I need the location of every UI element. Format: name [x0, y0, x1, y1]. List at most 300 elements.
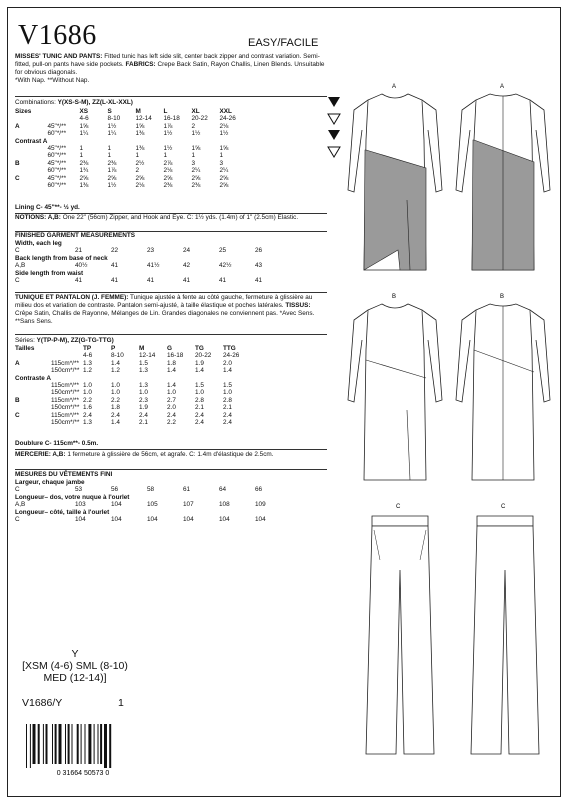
- view-cell: Contrast A: [15, 137, 48, 145]
- view-label: C: [501, 504, 506, 510]
- table-row: [15, 145, 247, 152]
- value-cell: 1¼: [107, 130, 117, 138]
- barcode-bar: [88, 724, 91, 764]
- view-a-back-sketch: [448, 80, 558, 280]
- value-cell: 1⅜: [135, 130, 145, 138]
- row-label: A,B: [15, 501, 26, 509]
- width-cell: 115cm*/**: [50, 359, 79, 367]
- value-cell: 24: [183, 247, 191, 255]
- table-row: [15, 375, 251, 382]
- barcode-bar: [85, 724, 86, 764]
- view-c-back-sketch: [455, 500, 555, 760]
- value-cell: 104: [147, 516, 158, 524]
- divider: [15, 449, 327, 450]
- table-row: [15, 479, 291, 486]
- description-fr-title: TUNIQUE ET PANTALON (J. FEMME):: [15, 294, 129, 301]
- value-cell: 1.3: [138, 367, 148, 375]
- value-cell: 1.3: [138, 382, 148, 390]
- header-cell: XS: [79, 108, 88, 115]
- value-cell: 2.8: [194, 396, 204, 404]
- barcode-bar: [59, 724, 62, 764]
- row-label: Back length from base of neck: [15, 254, 108, 262]
- value-cell: 1.9: [138, 404, 148, 412]
- value-cell: 1: [219, 152, 223, 160]
- header-cell: XL: [191, 108, 200, 115]
- value-cell: 2.1: [138, 419, 148, 427]
- value-cell: 104: [111, 501, 122, 509]
- table-row: [15, 262, 291, 269]
- value-cell: 58: [147, 486, 155, 494]
- value-cell: 41½: [147, 262, 160, 270]
- view-cell: C: [15, 411, 20, 419]
- table-row: [15, 404, 251, 411]
- value-cell: 2.4: [138, 411, 148, 419]
- view-label: B: [392, 294, 397, 300]
- value-cell: 43: [255, 262, 263, 270]
- mercerie-text: 1 fermeture à glissière de 56cm, et agrafe. C: 1.4m d'élastique de 2.5cm.: [67, 451, 274, 458]
- barcode-bar: [33, 724, 36, 764]
- table-row: [15, 412, 251, 419]
- value-cell: 2.2: [166, 419, 176, 427]
- value-cell: [195, 375, 223, 382]
- lining-fr: Doublure C- 115cm**- 0.5m.: [15, 440, 99, 447]
- value-cell: 41: [75, 277, 83, 285]
- value-cell: 1¾: [79, 167, 89, 175]
- row-label: C: [15, 277, 20, 285]
- value-cell: 2⅝: [219, 174, 229, 182]
- value-cell: 1⅝: [191, 145, 201, 153]
- value-cell: 2.4: [194, 419, 204, 427]
- value-cell: 1.0: [222, 389, 232, 397]
- value-cell: 104: [75, 516, 86, 524]
- size-letter: Y: [71, 648, 79, 660]
- series-line: [15, 337, 114, 344]
- header-cell: L: [163, 108, 168, 115]
- view-cell: [15, 389, 51, 396]
- value-cell: [191, 138, 219, 145]
- view-label: A: [392, 84, 397, 90]
- value-cell: 61: [183, 486, 191, 494]
- barcode-bar: [72, 724, 73, 764]
- value-cell: 1.0: [82, 389, 92, 397]
- value-cell: 2.4: [222, 419, 232, 427]
- row-label: C: [15, 247, 20, 255]
- table-row: [15, 240, 291, 247]
- value-cell: 64: [219, 486, 227, 494]
- fabrics-label: FABRICS:: [125, 61, 156, 68]
- view-cell: [15, 182, 47, 189]
- barcode-bar: [46, 724, 48, 764]
- triangle-down-icon: [327, 145, 341, 159]
- row-label: Largeur, chaque jambe: [15, 479, 85, 486]
- view-cell: A: [15, 122, 20, 130]
- notions-en: [15, 214, 327, 222]
- combinations-line: [15, 99, 133, 106]
- value-cell: 41: [111, 262, 119, 270]
- value-cell: 2.8: [222, 396, 232, 404]
- value-cell: [219, 138, 247, 145]
- value-cell: 22: [111, 247, 119, 255]
- header-cell: 12-14: [138, 352, 156, 360]
- value-cell: [163, 138, 191, 145]
- value-cell: 1⅝: [135, 122, 145, 130]
- value-cell: 3: [191, 159, 195, 167]
- value-cell: 104: [219, 516, 230, 524]
- description-fr-text: Tunique ajustée à fente au côté gauche, fermeture à glissière au milieu dos et variation de contraste. Pantalon semi-ajusté, à taille élastique et poches latérales.: [15, 294, 313, 309]
- value-cell: 1½: [163, 145, 173, 153]
- view-cell: [15, 404, 51, 411]
- header-cell: M: [135, 108, 141, 115]
- barcode-bar: [77, 724, 79, 764]
- value-cell: 2⅝: [219, 182, 229, 190]
- table-row: [15, 501, 291, 508]
- table-header-row: [15, 345, 251, 352]
- value-cell: [79, 138, 107, 145]
- value-cell: [83, 375, 111, 382]
- table-header-row: [15, 108, 247, 115]
- width-cell: 150cm*/**: [50, 404, 80, 412]
- difficulty-label: EASY/FACILE: [248, 37, 319, 49]
- value-cell: 3: [219, 159, 223, 167]
- divider: [15, 469, 327, 470]
- table-row: [15, 270, 291, 277]
- tissus-label: TISSUS:: [285, 302, 311, 309]
- value-cell: 2.2: [82, 396, 92, 404]
- value-cell: 1.8: [110, 404, 120, 412]
- header-cell: Tailles: [15, 345, 35, 352]
- nap-note: *With Nap. **Without Nap.: [15, 77, 90, 84]
- combinations-value: Y(XS-S-M), ZZ(L-XL-XXL): [57, 99, 133, 106]
- value-cell: 41: [219, 277, 227, 285]
- value-cell: 2⅞: [163, 159, 173, 167]
- table-row: [15, 367, 251, 374]
- barcode-bar: [109, 724, 111, 768]
- value-cell: 40½: [75, 262, 88, 270]
- value-cell: 1: [107, 152, 111, 160]
- value-cell: 2⅝: [107, 174, 117, 182]
- value-cell: 2⅛: [163, 167, 173, 175]
- value-cell: 1⅜: [79, 182, 89, 190]
- value-cell: 1.5: [222, 382, 232, 390]
- barcode-bar: [65, 724, 66, 764]
- value-cell: 41: [147, 277, 155, 285]
- table-row: [15, 382, 251, 389]
- table-row: [15, 182, 247, 189]
- header-cell: 12-14: [135, 115, 152, 123]
- series-value: Y(TP-P-M), ZZ(G-TG-TTG): [36, 337, 114, 344]
- value-cell: 2.4: [110, 411, 120, 419]
- size-range-line2: MED (12-14)]: [43, 672, 107, 684]
- value-cell: 42: [183, 262, 191, 270]
- finished-table-en: [15, 240, 291, 284]
- view-label: A: [500, 84, 505, 90]
- value-cell: 1.2: [82, 367, 92, 375]
- value-cell: 1½: [107, 122, 117, 130]
- triangle-down-icon: [327, 128, 341, 142]
- barcode-bar: [43, 724, 44, 764]
- value-cell: 1: [163, 152, 167, 160]
- value-cell: 42½: [219, 262, 232, 270]
- view-c-front-sketch: [350, 500, 450, 760]
- value-cell: 56: [111, 486, 119, 494]
- view-a-front-sketch: [340, 80, 450, 280]
- table-row: [15, 397, 251, 404]
- value-cell: 1⅝: [79, 122, 89, 130]
- finished-title-en: FINISHED GARMENT MEASUREMENTS: [15, 232, 136, 239]
- table-row: [15, 389, 251, 396]
- value-cell: 1.4: [110, 359, 120, 367]
- width-cell: 150cm*/**: [50, 419, 80, 427]
- view-label: B: [500, 294, 505, 300]
- notions-label: NOTIONS: A,B:: [15, 214, 61, 221]
- value-cell: [107, 138, 135, 145]
- value-cell: [139, 375, 167, 382]
- combinations-label: Combinations:: [15, 99, 56, 106]
- lining-en: Lining C- 45"**- ½ yd.: [15, 204, 80, 211]
- value-cell: 1⅞: [107, 167, 117, 175]
- value-cell: 2.0: [166, 404, 176, 412]
- view-label: C: [396, 504, 401, 510]
- triangle-down-icon: [327, 112, 341, 126]
- table-row: [15, 123, 247, 130]
- value-cell: 1½: [191, 130, 201, 138]
- value-cell: 1: [107, 145, 111, 153]
- value-cell: 107: [183, 501, 194, 509]
- header-cell: 24-26: [222, 352, 240, 360]
- header-cell: TG: [194, 345, 204, 352]
- barcode-bar: [30, 724, 31, 768]
- header-cell: TP: [82, 345, 92, 352]
- header-cell: TTG: [222, 345, 236, 352]
- table-row: [15, 509, 291, 516]
- barcode-digits: 0 31664 50573 0: [56, 770, 110, 777]
- row-label: Longueur– dos, votre nuque à l'ourlet: [15, 493, 130, 501]
- value-cell: 21: [75, 247, 83, 255]
- table-row: [15, 175, 247, 182]
- value-cell: 1.4: [166, 367, 176, 375]
- finished-table-fr: [15, 479, 291, 523]
- value-cell: 2⅜: [163, 182, 173, 190]
- barcode-bar: [26, 724, 27, 768]
- mercerie-fr: [15, 451, 327, 459]
- value-cell: 41: [183, 277, 191, 285]
- copy-number: 1: [118, 697, 124, 709]
- width-cell: 60"*/**: [47, 167, 67, 175]
- header-cell: [15, 115, 79, 122]
- row-label: C: [15, 486, 20, 494]
- table-header-row: [15, 115, 247, 122]
- value-cell: 1.4: [222, 367, 232, 375]
- table-header-row: [15, 352, 251, 359]
- header-cell: 8-10: [110, 352, 124, 360]
- table-row: [15, 486, 291, 493]
- value-cell: 1.0: [138, 389, 148, 397]
- width-cell: 150cm*/**: [50, 367, 80, 375]
- header-cell: XXL: [219, 108, 232, 115]
- value-cell: 1½: [219, 130, 229, 138]
- value-cell: 1.9: [194, 359, 204, 367]
- row-label: Longueur– côté, taille à l'ourlet: [15, 508, 110, 516]
- value-cell: 25: [219, 247, 227, 255]
- barcode: [18, 722, 148, 777]
- size-range-line1: [XSM (4-6) SML (8-10): [22, 660, 128, 672]
- row-label: Side length from waist: [15, 269, 84, 277]
- view-cell: B: [15, 396, 20, 404]
- header-cell: S: [107, 108, 112, 115]
- value-cell: 66: [255, 486, 263, 494]
- value-cell: 1.0: [110, 389, 120, 397]
- table-row: [15, 152, 247, 159]
- barcode-bar: [52, 724, 53, 764]
- value-cell: 2.4: [222, 411, 232, 419]
- width-cell: 60"*/**: [47, 130, 67, 138]
- value-cell: 1.5: [194, 382, 204, 390]
- value-cell: 2.3: [138, 396, 148, 404]
- width-cell: [47, 138, 79, 145]
- header-cell: 20-22: [191, 115, 208, 123]
- header-cell: 16-18: [163, 115, 180, 123]
- value-cell: 1: [191, 152, 195, 160]
- value-cell: 1.3: [82, 359, 92, 367]
- value-cell: [223, 375, 251, 382]
- value-cell: 2.2: [110, 396, 120, 404]
- description-en: [15, 53, 327, 85]
- header-cell: P: [110, 345, 116, 352]
- value-cell: 41: [111, 277, 119, 285]
- view-cell: [15, 145, 47, 152]
- value-cell: 105: [147, 501, 158, 509]
- value-cell: 2⅝: [163, 174, 173, 182]
- width-cell: 115cm*/**: [50, 411, 79, 419]
- view-cell: [15, 130, 47, 137]
- value-cell: 1½: [107, 182, 117, 190]
- header-cell: M: [138, 345, 145, 352]
- barcode-bar: [98, 724, 99, 764]
- value-cell: 1.5: [138, 359, 148, 367]
- value-cell: 1.0: [194, 389, 204, 397]
- value-cell: 2⅝: [135, 174, 145, 182]
- value-cell: 2⅜: [107, 159, 117, 167]
- table-row: [15, 130, 247, 137]
- value-cell: 2.1: [194, 404, 204, 412]
- value-cell: 2⅜: [79, 159, 89, 167]
- description-fr: [15, 294, 327, 326]
- description-text: Fitted tunic has left side slit, center back zipper and contrast variation. Semi-fitted, pull-on pants have side pockets.: [15, 53, 320, 68]
- yardage-table-en: [15, 108, 247, 189]
- value-cell: 23: [147, 247, 155, 255]
- pattern-number: V1686: [18, 20, 97, 51]
- value-cell: 26: [255, 247, 263, 255]
- notions-text: One 22" (56cm) Zipper, and Hook and Eye. C: 1½ yds. (1.4m) of 1" (2.5cm) Elastic.: [62, 214, 299, 221]
- barcode-bar: [94, 724, 95, 764]
- view-cell: [15, 382, 51, 389]
- value-cell: 1⅜: [135, 145, 145, 153]
- header-cell: 16-18: [166, 352, 184, 360]
- value-cell: 2⅝: [79, 174, 89, 182]
- view-cell: [15, 152, 47, 159]
- value-cell: 1½: [163, 130, 173, 138]
- value-cell: 2.4: [82, 411, 92, 419]
- value-cell: 2.0: [222, 359, 232, 367]
- view-cell: [15, 367, 51, 374]
- divider: [15, 334, 327, 335]
- divider: [15, 96, 327, 97]
- triangle-down-icon: [327, 95, 341, 109]
- barcode-bar: [100, 724, 102, 764]
- finished-title-fr: MESURES DU VÊTEMENTS FINI: [15, 471, 113, 478]
- value-cell: 2⅛: [219, 122, 229, 130]
- value-cell: 103: [75, 501, 86, 509]
- value-cell: 109: [255, 501, 266, 509]
- description-title: MISSES' TUNIC AND PANTS:: [15, 53, 103, 60]
- value-cell: 41: [255, 277, 263, 285]
- value-cell: 104: [255, 516, 266, 524]
- size-range-block: [15, 648, 135, 684]
- table-row: [15, 419, 251, 426]
- row-label: A,B: [15, 262, 26, 270]
- view-cell: B: [15, 159, 20, 167]
- value-cell: 2⅛: [135, 182, 145, 190]
- value-cell: 2: [135, 167, 139, 175]
- barcode-bar: [81, 724, 82, 764]
- value-cell: 1: [135, 152, 139, 160]
- value-cell: 108: [219, 501, 230, 509]
- value-cell: 1⅝: [219, 145, 229, 153]
- divider: [15, 292, 327, 293]
- table-row: [15, 516, 291, 523]
- table-row: [15, 494, 291, 501]
- table-row: [15, 247, 291, 254]
- width-cell: 45"*/**: [47, 159, 67, 167]
- series-label: Séries:: [15, 337, 35, 344]
- value-cell: 2.7: [166, 396, 176, 404]
- value-cell: 1.3: [82, 419, 92, 427]
- value-cell: 53: [75, 486, 83, 494]
- view-cell: C: [15, 174, 20, 182]
- value-cell: 1.0: [166, 389, 176, 397]
- header-cell: 24-26: [219, 115, 236, 123]
- width-cell: 150cm*/**: [50, 389, 80, 397]
- view-b-front-sketch: [340, 290, 450, 490]
- header-cell: 4-6: [79, 115, 89, 123]
- width-cell: 115cm*/**: [50, 382, 79, 390]
- barcode-bar: [68, 724, 70, 764]
- value-cell: [135, 138, 163, 145]
- mercerie-label: MERCERIE: A,B:: [15, 451, 66, 458]
- width-cell: 60"*/**: [47, 152, 67, 160]
- value-cell: 2.1: [222, 404, 232, 412]
- value-cell: 2.4: [166, 411, 176, 419]
- value-cell: 104: [183, 516, 194, 524]
- pattern-code: V1686/Y: [22, 697, 63, 709]
- value-cell: 1.4: [166, 382, 176, 390]
- yardage-table-fr: [15, 345, 251, 426]
- tissus-text: Crêpe Satin, Challis de Rayonne, Mélanges de Lin. Grandes diagonales ne conviennent pas. *Avec Sens. **Sans Sens.: [15, 310, 315, 325]
- value-cell: 1.4: [194, 367, 204, 375]
- header-cell: 20-22: [194, 352, 212, 360]
- width-cell: 60"*/**: [47, 182, 67, 190]
- table-row: [15, 167, 247, 174]
- view-b-back-sketch: [448, 290, 558, 490]
- value-cell: 2½: [135, 159, 145, 167]
- row-label: C: [15, 516, 20, 524]
- view-cell: [15, 167, 47, 174]
- view-cell: A: [15, 359, 20, 367]
- width-cell: 45"*/**: [47, 145, 67, 153]
- table-row: [15, 277, 291, 284]
- width-cell: 45"*/**: [47, 174, 67, 182]
- value-cell: 1.0: [82, 382, 92, 390]
